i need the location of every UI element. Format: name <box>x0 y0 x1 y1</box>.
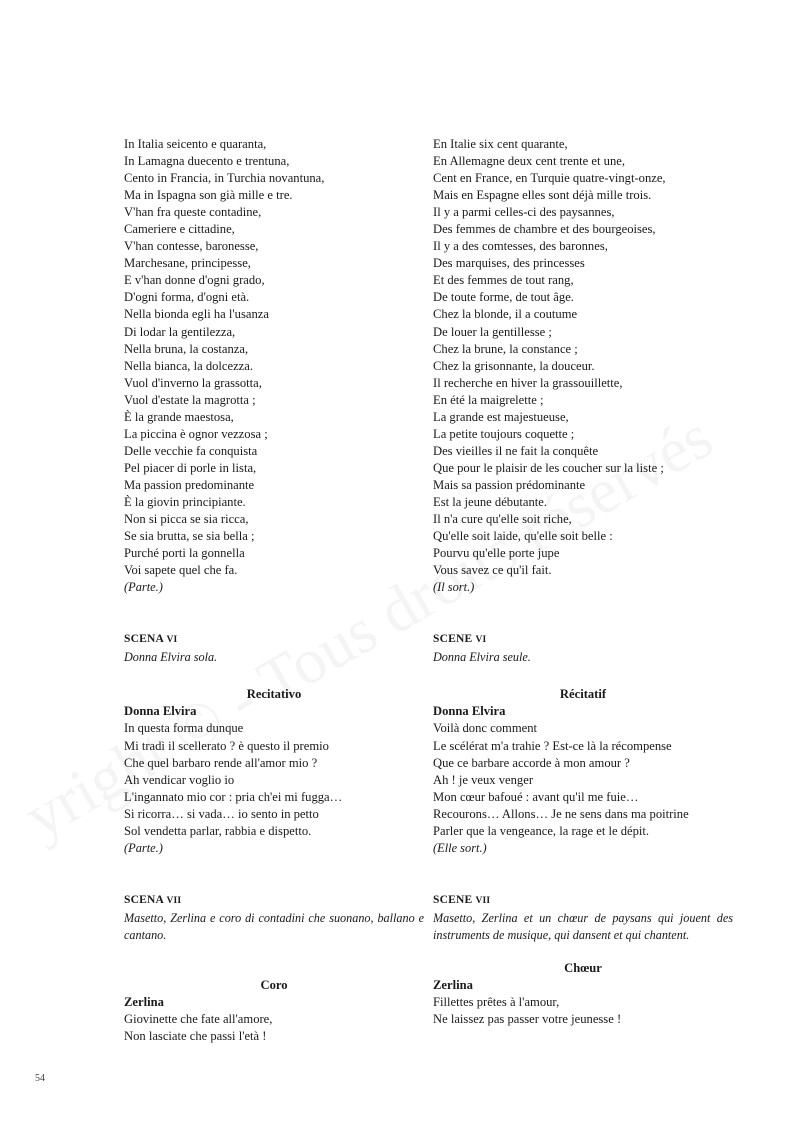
verse-line: È la giovin principiante. <box>124 494 246 509</box>
verse-line: Delle vecchie fa conquista <box>124 443 258 458</box>
italian-column <box>124 136 424 1045</box>
verse-line: Ma in Ispagna son già mille e tre. <box>124 188 293 203</box>
scene-number: VI <box>475 635 487 646</box>
verse-line: De louer la gentillesse ; <box>433 324 552 339</box>
verse-line: Voilà donc comment <box>433 721 537 736</box>
verse-line: Ma passion predominante <box>124 477 255 492</box>
scene-label: SCENA <box>124 893 164 906</box>
verse-line: Chez la brune, la constance ; <box>433 341 578 356</box>
verse-line: Chez la grisonnante, la douceur. <box>433 358 595 373</box>
verse-line: Che quel barbaro rende all'amor mio ? <box>124 755 318 770</box>
verse-line: Nella bionda egli ha l'usanza <box>124 307 269 322</box>
scene-heading <box>433 892 733 910</box>
section-title: Chœur <box>564 961 602 976</box>
verse-line: Cameriere e cittadine, <box>124 222 235 237</box>
scene-label: SCENE <box>433 633 473 646</box>
verse-line: Ne laissez pas passer votre jeunesse ! <box>433 1012 622 1027</box>
verse-line: Fillettes prêtes à l'amour, <box>433 995 560 1010</box>
verse-block <box>433 136 733 596</box>
speaker-name: Donna Elvira <box>124 704 197 719</box>
verse-line: Chez la blonde, il a coutume <box>433 307 578 322</box>
verse-line: In Lamagna duecento e trentuna, <box>124 154 290 169</box>
french-column <box>433 136 733 1028</box>
verse-line: Vuol d'estate la magrotta ; <box>124 392 256 407</box>
verse-line: La petite toujours coquette ; <box>433 426 575 441</box>
verse-line: In questa forma dunque <box>124 721 244 736</box>
verse-line: Des vieilles il ne fait la conquête <box>433 443 599 458</box>
speaker-name: Zerlina <box>433 978 473 993</box>
verse-line: Le scélérat m'a trahie ? Est-ce là la récompense <box>433 738 672 753</box>
stage-direction: (Parte.) <box>124 840 163 855</box>
verse-line: Se sia brutta, se sia bella ; <box>124 529 255 544</box>
verse-line: È la grande maestosa, <box>124 409 234 424</box>
verse-line: Voi sapete quel che fa. <box>124 563 238 578</box>
verse-line: Cento in Francia, in Turchia novantuna, <box>124 171 325 186</box>
verse-line: V'han contesse, baronesse, <box>124 239 259 254</box>
speaker-name: Donna Elvira <box>433 704 506 719</box>
verse-line: V'han fra queste contadine, <box>124 205 262 220</box>
verse-line: Il recherche en hiver la grassouillette, <box>433 375 623 390</box>
verse-line: Mais en Espagne elles sont déjà mille trois. <box>433 188 652 203</box>
stage-direction: (Parte.) <box>124 580 163 595</box>
verse-line: En Allemagne deux cent trente et une, <box>433 154 625 169</box>
verse-line: L'ingannato mio cor : pria ch'ei mi fugga… <box>124 789 343 804</box>
verse-line: La piccina è ognor vezzosa ; <box>124 426 268 441</box>
verse-line: Si ricorra… si vada… io sento in petto <box>124 806 319 821</box>
speaker-name: Zerlina <box>124 995 164 1010</box>
verse-line: Non si picca se sia ricca, <box>124 512 249 527</box>
verse-line: De toute forme, de tout âge. <box>433 290 574 305</box>
scene-number: VII <box>166 895 182 906</box>
verse-line: Des femmes de chambre et des bourgeoises, <box>433 222 656 237</box>
verse-line: Ah ! je veux venger <box>433 772 534 787</box>
scene-description: Masetto, Zerlina et un chœur de paysans qui jouent des instruments de musique, qui dansent et qui chantent. <box>433 910 733 943</box>
scene-number: VII <box>475 895 491 906</box>
verse-line: Et des femmes de tout rang, <box>433 273 574 288</box>
verse-line: Mais sa passion prédominante <box>433 477 586 492</box>
verse-line: Il y a parmi celles-ci des paysannes, <box>433 205 615 220</box>
scene-number: VI <box>166 635 178 646</box>
section-title: Coro <box>260 978 288 993</box>
verse-line: En été la maigrelette ; <box>433 392 544 407</box>
scene-label: SCENA <box>124 633 164 646</box>
verse-line: Il n'a cure qu'elle soit riche, <box>433 512 572 527</box>
verse-line: Mon cœur bafoué : avant qu'il me fuie… <box>433 789 639 804</box>
scene-heading <box>124 892 424 910</box>
scene-heading <box>433 631 733 649</box>
verse-line: Ah vendicar voglio io <box>124 772 235 787</box>
verse-line: Vous savez ce qu'il fait. <box>433 563 552 578</box>
verse-line: Des marquises, des princesses <box>433 256 585 271</box>
verse-line: En Italie six cent quarante, <box>433 137 568 151</box>
section-title: Récitatif <box>559 687 607 702</box>
verse-line: Est la jeune débutante. <box>433 494 548 509</box>
verse-line: Nella bianca, la dolcezza. <box>124 358 254 373</box>
scene-description: Donna Elvira seule. <box>433 650 531 665</box>
verse-line: Giovinette che fate all'amore, <box>124 1012 273 1027</box>
scene-description: Donna Elvira sola. <box>124 650 218 665</box>
scene-description: Masetto, Zerlina e coro di contadini che suonano, ballano e cantano. <box>124 910 424 943</box>
verse-line: Il y a des comtesses, des baronnes, <box>433 239 608 254</box>
verse-line: Mi tradì il scellerato ? è questo il premio <box>124 738 329 753</box>
verse-line: Cent en France, en Turquie quatre-vingt-onze, <box>433 171 666 186</box>
verse-line: D'ogni forma, d'ogni età. <box>124 290 250 305</box>
scene-label: SCENE <box>433 893 473 906</box>
stage-direction: (Il sort.) <box>433 580 475 595</box>
verse-line: E v'han donne d'ogni grado, <box>124 273 265 288</box>
verse-line: Di lodar la gentilezza, <box>124 324 236 339</box>
page-number: 54 <box>35 1073 45 1084</box>
verse-line: Non lasciate che passi l'età ! <box>124 1029 267 1044</box>
verse-line: La grande est majestueuse, <box>433 409 569 424</box>
verse-line: Pel piacer di porle in lista, <box>124 460 257 475</box>
verse-block <box>124 136 424 596</box>
verse-line: Qu'elle soit laide, qu'elle soit belle : <box>433 529 613 544</box>
verse-line: Recourons… Allons… Je ne sens dans ma poitrine <box>433 806 689 821</box>
verse-line: Nella bruna, la costanza, <box>124 341 249 356</box>
section-title: Recitativo <box>246 687 302 702</box>
verse-line: Purché porti la gonnella <box>124 546 245 561</box>
verse-line: Sol vendetta parlar, rabbia e dispetto. <box>124 823 312 838</box>
verse-line: In Italia seicento e quaranta, <box>124 137 267 151</box>
verse-line: Marchesane, principesse, <box>124 256 251 271</box>
verse-line: Que ce barbare accorde à mon amour ? <box>433 755 630 770</box>
stage-direction: (Elle sort.) <box>433 840 487 855</box>
verse-line: Que pour le plaisir de les coucher sur la liste ; <box>433 460 664 475</box>
verse-line: Vuol d'inverno la grassotta, <box>124 375 262 390</box>
verse-line: Pourvu qu'elle porte jupe <box>433 546 560 561</box>
scene-heading <box>124 631 424 649</box>
verse-line: Parler que la vengeance, la rage et le dépit. <box>433 823 650 838</box>
